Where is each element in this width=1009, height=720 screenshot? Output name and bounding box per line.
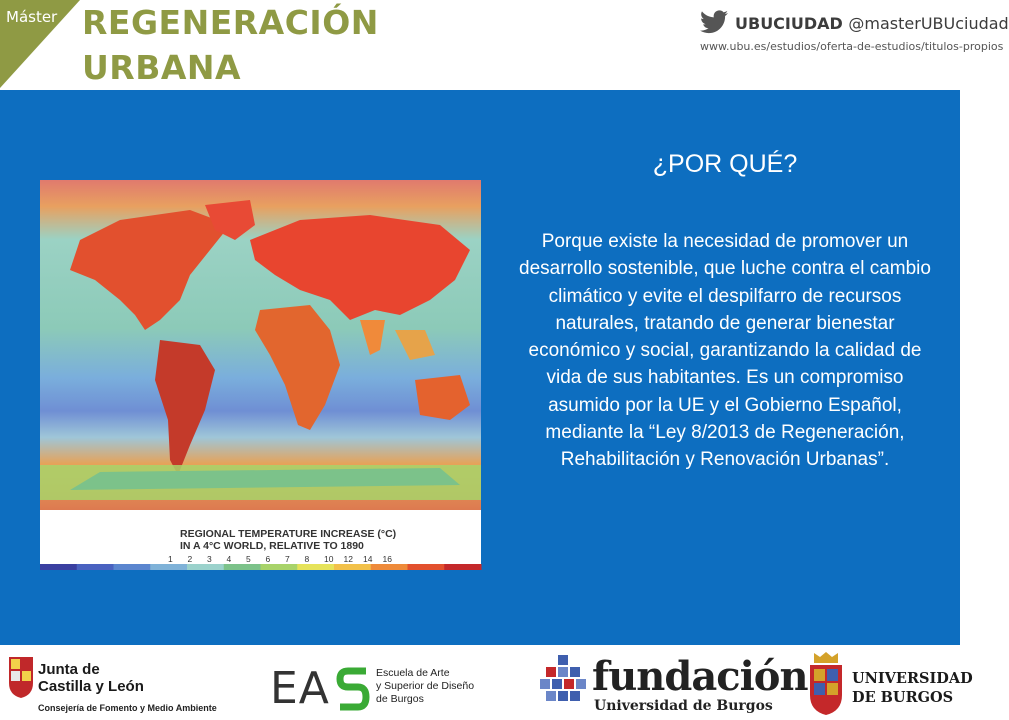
main-panel (0, 90, 960, 645)
legend-tick-label: 14 (363, 554, 373, 564)
legend-tick-label: 10 (324, 554, 334, 564)
legend-color-swatch (187, 564, 224, 570)
legend-tick-label: 6 (265, 554, 271, 564)
header (0, 0, 1009, 90)
footer-logos (0, 645, 973, 720)
world-temperature-map (40, 180, 481, 570)
legend-tick-label: 12 (343, 554, 353, 564)
section-body: Porque existe la necesidad de promover un desarrollo sostenible, que luche contra el cambio climático y evite el despilfarro de recursos naturales, tratando de generar bienestar económico y social, garantizando la calidad de vida de sus habitantes. Es un compromiso asumido por la UE y el Gobierno Español, mediante la “Ley 8/2013 de Regeneración, Rehabilitación y Renovación Urbanas”. (519, 231, 931, 471)
legend-color-swatch (261, 564, 298, 570)
jcyl-shield-icon (8, 655, 34, 699)
eas-text: Escuela de Arte y Superior de Diseño de Burgos (376, 667, 475, 705)
map-legend-title-line2: IN A 4°C WORLD, RELATIVE TO 1890 (180, 540, 364, 552)
legend-tick-label: 3 (207, 554, 212, 564)
program-url[interactable]: www.ubu.es/estudios/oferta-de-estudios/titulos-propios (700, 40, 1004, 53)
fundacion-cross-icon (540, 655, 586, 709)
legend-color-swatch (77, 564, 114, 570)
legend-tick-label: 4 (226, 554, 232, 564)
legend-color-swatch (444, 564, 481, 570)
eas-letters: EA (270, 663, 330, 714)
ubu-crest-icon (806, 651, 846, 717)
legend-color-swatch (297, 564, 334, 570)
jcyl-name: Junta de Castilla y León (38, 661, 144, 695)
map-legend-title-line1: REGIONAL TEMPERATURE INCREASE (°C) (180, 528, 397, 540)
master-tag: Máster (6, 8, 58, 26)
map-legend-bar (40, 564, 482, 570)
legend-color-swatch (150, 564, 187, 570)
legend-color-swatch (371, 564, 408, 570)
ubu-name: UNIVERSIDAD DE BURGOS (852, 670, 973, 706)
legend-tick-label: 5 (246, 554, 251, 564)
fundacion-subtitle: Universidad de Burgos (594, 698, 773, 714)
eas-s-mark-icon (336, 665, 370, 713)
jcyl-subtitle: Consejería de Fomento y Medio Ambiente (38, 703, 217, 713)
legend-color-swatch (114, 564, 151, 570)
legend-tick-label: 8 (304, 554, 310, 564)
twitter-account[interactable] (735, 14, 1009, 33)
legend-color-swatch (224, 564, 261, 570)
twitter-handle: @masterUBUciudad (848, 14, 1009, 33)
twitter-bird-icon (700, 10, 728, 34)
program-title-line1: REGENERACIÓN (82, 3, 379, 42)
twitter-name: UBUCIUDAD (735, 14, 843, 33)
fundacion-word: fundación (592, 653, 808, 700)
legend-tick-label: 2 (187, 554, 193, 564)
legend-color-swatch (334, 564, 371, 570)
temperature-map-image (40, 180, 481, 570)
legend-tick-label: 1 (168, 554, 173, 564)
legend-color-swatch (40, 564, 77, 570)
program-title-line2: URBANA (82, 48, 242, 87)
legend-color-swatch (408, 564, 445, 570)
legend-tick-label: 16 (382, 554, 392, 564)
legend-tick-label: 7 (285, 554, 290, 564)
section-heading: ¿POR QUÉ? (652, 150, 798, 178)
